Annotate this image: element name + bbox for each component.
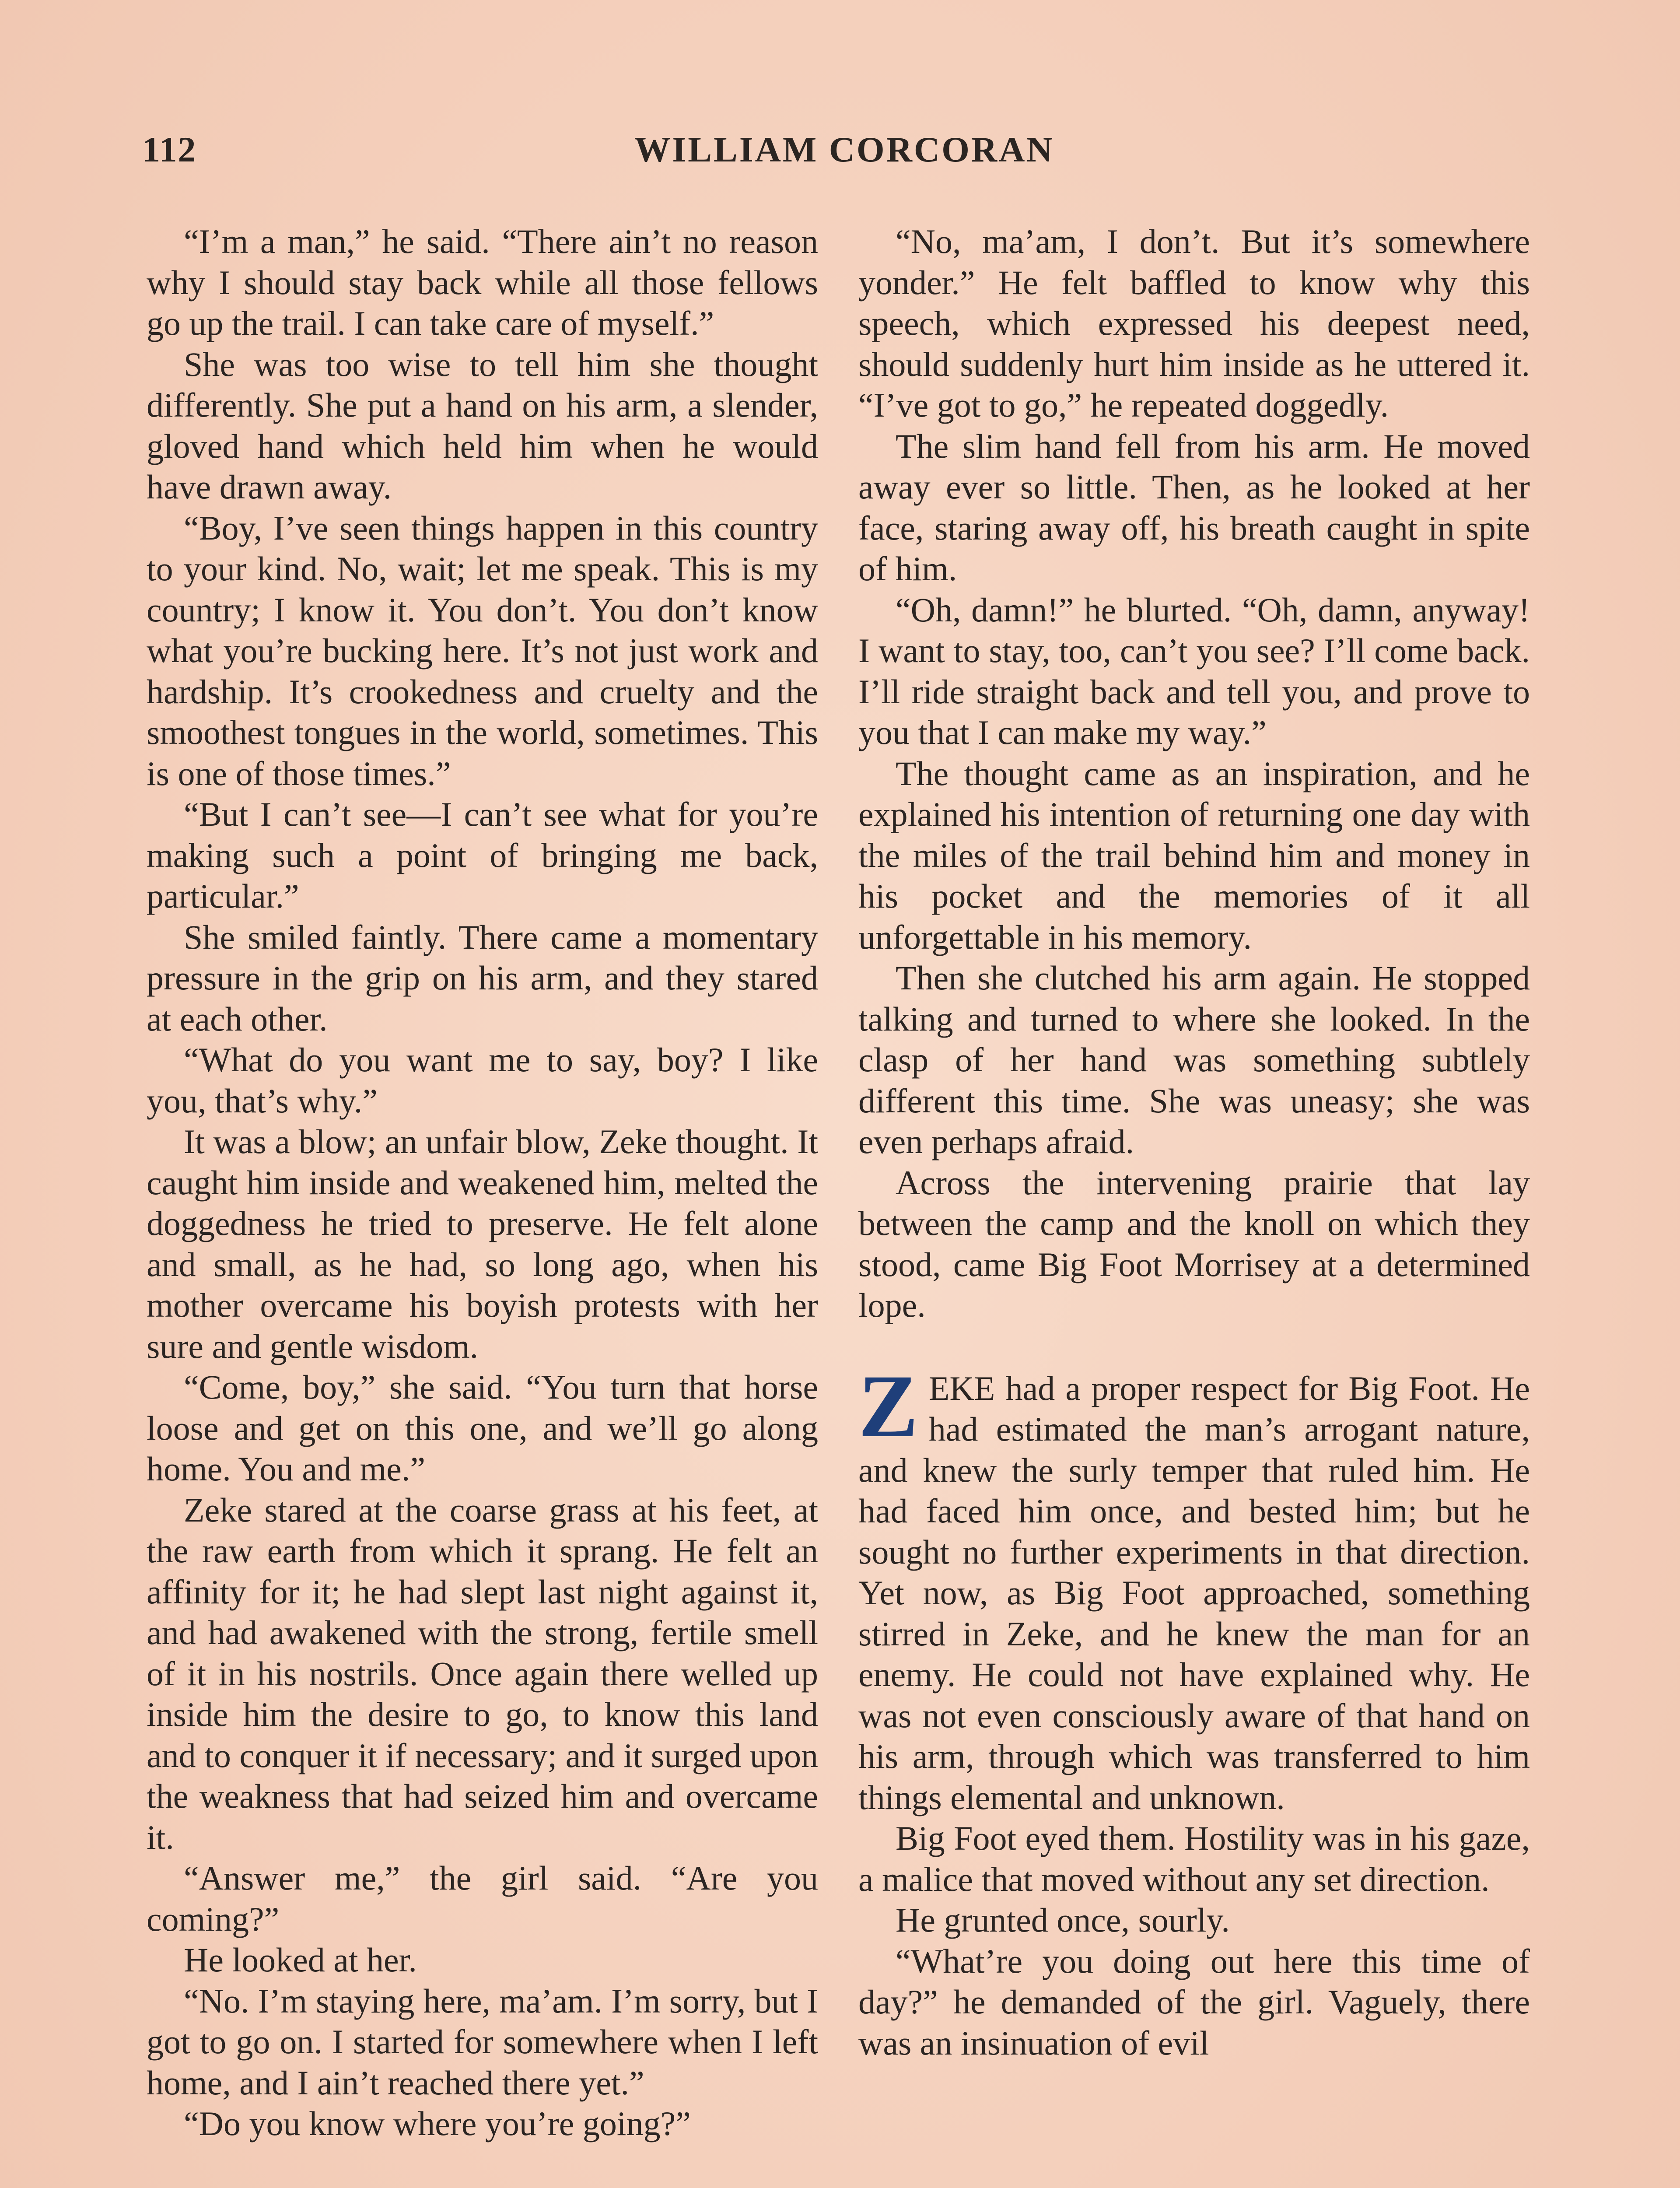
drop-cap-paragraph (858, 1356, 1530, 1818)
section-break (858, 1326, 1530, 1368)
right-column (858, 221, 1530, 2063)
paragraph: “No, ma’am, I don’t. But it’s somewhere yonder.” He felt baffled to know why this speech, which expressed his deepest need, should suddenly hurt him inside as he uttered it. “I’ve got to go,” he repeated doggedly. (858, 222, 1530, 424)
paragraph: He looked at her. (184, 1941, 417, 1979)
paragraph: “Boy, I’ve seen things happen in this country to your kind. No, wait; let me speak. This is my country; I know it. You don’t. You don’t know what you’re bucking here. It’s not just work and hardship. It’s crookedness and cruelty and the smoothest tongues in the world, sometimes. This is one of those times.” (147, 508, 818, 792)
paragraph: “But I can’t see—I can’t see what for you’re making such a point of bringing me back, particular.” (147, 795, 818, 915)
paragraph: She smiled faintly. There came a momentary pressure in the grip on his arm, and they stared at each other. (147, 918, 818, 1038)
drop-cap: Z (858, 1356, 918, 1456)
paragraph: It was a blow; an unfair blow, Zeke thought. It caught him inside and weakened him, melted the doggedness he tried to preserve. He felt alone and small, as he had, so long ago, when his mother overcame his boyish protests with her sure and gentle wisdom. (147, 1122, 818, 1365)
paragraph: Then she clutched his arm again. He stopped talking and turned to where she looked. In the clasp of her hand was something subtlely different this time. She was uneasy; she was even perhaps afraid. (858, 959, 1530, 1161)
paragraph: “What’re you doing out here this time of day?” he demanded of the girl. Vaguely, there was an insinuation of evil (858, 1942, 1530, 2062)
paragraph: “No. I’m staying here, ma’am. I’m sorry, but I got to go on. I started for somewhere when I left home, and I ain’t reached there yet.” (147, 1981, 818, 2102)
page-header (142, 129, 1547, 186)
paragraph: He grunted once, sourly. (896, 1901, 1230, 1939)
drop-cap-paragraph-text: EKE had a proper respect for Big Foot. He had estimated the man’s arrogant nature, and knew the surly temper that ruled him. He had faced him once, and bested him; but he sought no further experiments in that direction. Yet now, as Big Foot approached, something stirred in Zeke, and he knew the man for an enemy. He could not have explained why. He was not even consciously aware of that hand on his arm, through which was transferred to him things elemental and unknown. (858, 1369, 1530, 1816)
paragraph: Across the intervening prairie that lay between the camp and the knoll on which they stood, came Big Foot Morrisey at a determined lope. (858, 1163, 1530, 1324)
page-number: 112 (142, 130, 197, 169)
paragraph: Big Foot eyed them. Hostility was in his gaze, a malice that moved without any set direction. (858, 1819, 1530, 1898)
paragraph: “I’m a man,” he said. “There ain’t no reason why I should stay back while all those fellows go up the trail. I can take care of myself.” (147, 222, 818, 342)
left-column (147, 221, 818, 2144)
paragraph: Zeke stared at the coarse grass at his feet, at the raw earth from which it sprang. He felt an affinity for it; he had slept last night against it, and had awakened with the strong, fertile smell of it in his nostrils. Once again there welled up inside him the desire to go, to know this land and to conquer it if necessary; and it surged upon the weakness that had seized him and overcame it. (147, 1490, 818, 1856)
paragraph: “What do you want me to say, boy? I like you, that’s why.” (147, 1041, 818, 1120)
paragraph: “Oh, damn!” he blurted. “Oh, damn, anyway! I want to stay, too, can’t you see? I’ll come back. I’ll ride straight back and tell you, and prove to you that I can make my way.” (858, 590, 1530, 751)
paragraph: “Do you know where you’re going?” (184, 2104, 691, 2142)
paragraph: “Answer me,” the girl said. “Are you coming?” (147, 1859, 818, 1938)
paragraph: She was too wise to tell him she thought differently. She put a hand on his arm, a slender, gloved hand which held him when he would have drawn away. (147, 345, 818, 506)
paragraph: “Come, boy,” she said. “You turn that horse loose and get on this one, and we’ll go along home. You and me.” (147, 1368, 818, 1488)
running-head: WILLIAM CORCORAN (634, 130, 1054, 169)
paragraph: The slim hand fell from his arm. He moved away ever so little. Then, as he looked at her face, staring away off, his breath caught in spite of him. (858, 427, 1530, 588)
paragraph: The thought came as an inspiration, and he explained his intention of returning one day with the miles of the trail behind him and money in his pocket and the memories of it all unforgettable in his memory. (858, 754, 1530, 956)
